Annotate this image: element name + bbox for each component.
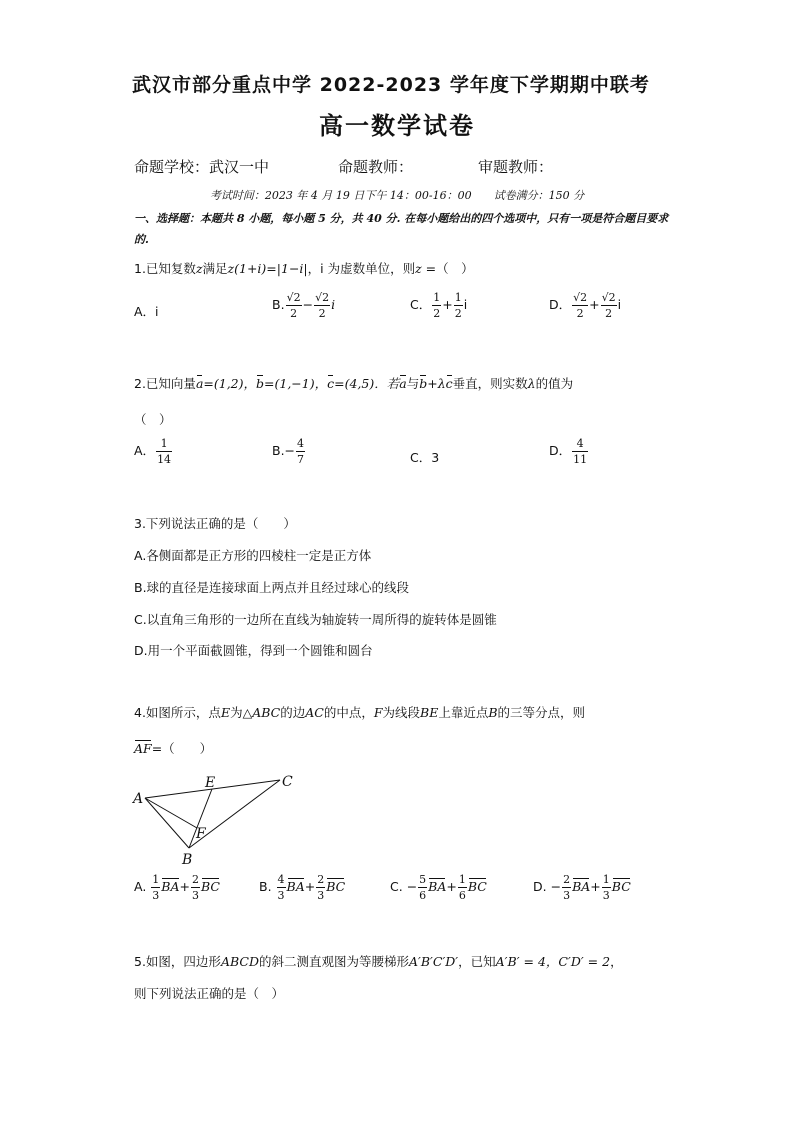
question-1-option-d: D． $\frac{√2}{2}$ + $\frac{√2}{2}$ i (549, 291, 622, 320)
question-4-option-b: B. $\frac{4}{3}$ BA+ $\frac{2}{3}$ BC (259, 873, 346, 902)
question-3-option-b: B.球的直径是连接球面上两点并且经过球心的线段 (134, 580, 410, 595)
question-2-option-d: D． $\frac{4}{11}$ (549, 437, 588, 466)
question-4-target: AF=（ ） (134, 741, 213, 756)
segment-AF (145, 798, 197, 828)
question-3-option-a: A.各侧面都是正方形的四棱柱一定是正方体 (134, 548, 372, 563)
paper-title: 武汉市部分重点中学 2022-2023 学年度下学期期中联考 (132, 74, 650, 96)
question-4-stem: 4.如图所示，点E为△ABC的边AC的中点，F为线段BE上靠近点B的三等分点，则 (134, 705, 586, 720)
paper-subtitle: 高一数学试卷 (319, 112, 475, 140)
label-C: C (282, 774, 293, 790)
question-4-option-c: C. − $\frac{5}{6}$ BA+ $\frac{1}{6}$ BC (390, 873, 487, 902)
question-3-option-c: C.以直角三角形的一边所在直线为轴旋转一周所得的旋转体是圆锥 (134, 612, 497, 627)
question-2-option-c: C．3 (410, 450, 440, 465)
question-3-stem: 3.下列说法正确的是（ ） (134, 516, 296, 531)
question-2-option-a: A． $\frac{1}{14}$ (134, 437, 172, 466)
reviewer-teacher: 审题教师： (478, 158, 554, 176)
label-B: B (182, 852, 193, 868)
question-1-option-a: A．i (134, 304, 159, 319)
question-1-option-b: B. $\frac{√2}{2}$ − $\frac{√2}{2}$ i (272, 291, 336, 320)
exam-info: 考试时间：2023 年 4 月 19 日下午 14：00-16：00 试卷满分：150 分 (209, 189, 585, 202)
setter-teacher: 命题教师： (338, 158, 414, 176)
question-2-stem: 2.已知向量a=(1,2)，b=(1,−1)，c=(4,5)．若a与b+λc垂直，则实数λ的值为 (134, 376, 574, 391)
label-F: F (196, 826, 206, 842)
section-instructions: 一、选择题：本题共 8 小题，每小题 5 分，共 40 分. 在每小题给出的四个选项中，只有一项是符合题目要求的. (134, 212, 669, 246)
question-5-stem: 5.如图，四边形ABCD的斜二测直观图为等腰梯形A′B′C′D′，已知A′B′ = 4，C′D′ = 2， (134, 954, 623, 969)
question-4-option-d: D. − $\frac{2}{3}$ BA+ $\frac{1}{3}$ BC (533, 873, 631, 902)
question-2-option-b: B.− $\frac{4}{7}$ (272, 437, 305, 466)
segment-AB (145, 798, 189, 848)
setter-school: 命题学校：武汉一中 (134, 158, 270, 176)
label-E: E (205, 775, 216, 791)
question-1-option-c: C． $\frac{1}{2}$ + $\frac{1}{2}$ i (410, 291, 468, 320)
question-4-option-a: A. $\frac{1}{3}$ BA+ $\frac{2}{3}$ BC (134, 873, 220, 902)
triangle-figure (128, 768, 308, 870)
question-1-stem: 1.已知复数z满足z(1+i)=|1−i|，i 为虚数单位，则z =（ ） (134, 261, 474, 276)
question-2-paren: （ ） (134, 412, 172, 427)
question-3-option-d: D.用一个平面截圆锥，得到一个圆锥和圆台 (134, 643, 373, 658)
label-A: A (133, 791, 144, 807)
question-5-stem-line2: 则下列说法正确的是（ ） (134, 986, 285, 1001)
